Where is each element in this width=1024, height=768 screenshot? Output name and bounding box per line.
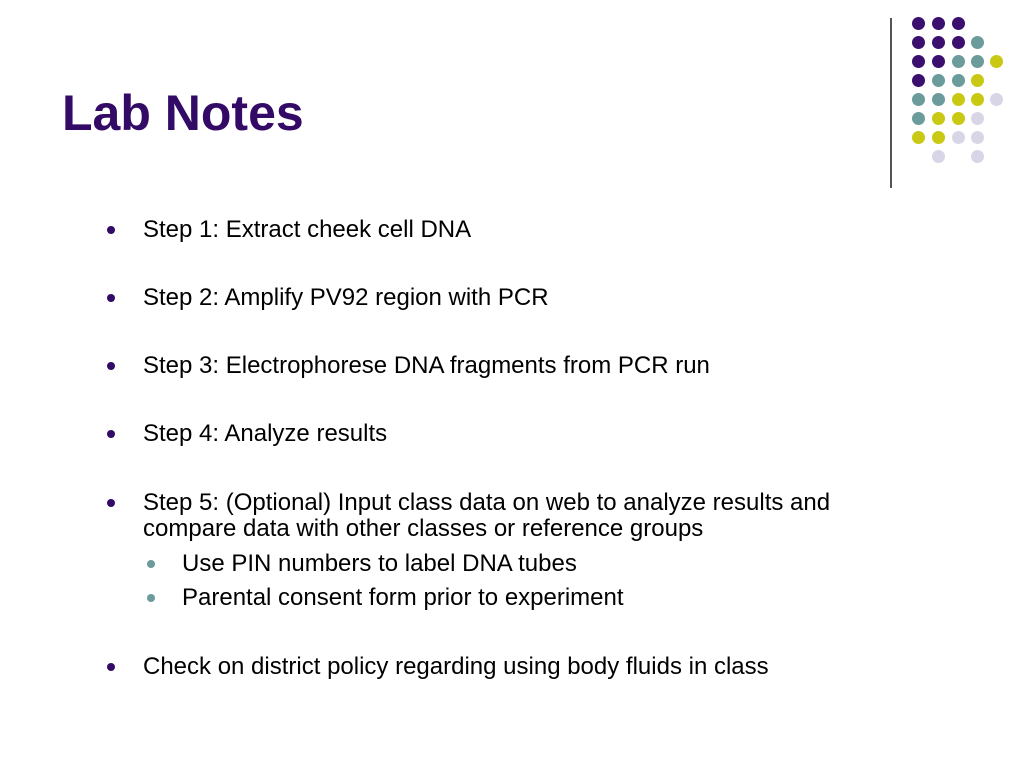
bullet-marker bbox=[107, 499, 115, 507]
bullet-item-step-5 bbox=[143, 490, 923, 542]
slide-title: Lab Notes bbox=[62, 85, 304, 141]
bullet-text: Step 3: Electrophorese DNA fragments from PCR run bbox=[143, 352, 710, 379]
bullet-marker bbox=[107, 362, 115, 370]
bullet-item-step-3 bbox=[143, 353, 923, 379]
bullet-text: Step 1: Extract cheek cell DNA bbox=[143, 216, 472, 243]
bullet-marker bbox=[107, 294, 115, 302]
sub-bullet-text: Parental consent form prior to experiment bbox=[182, 584, 624, 611]
bullet-item-district-policy bbox=[143, 654, 923, 680]
bullet-marker bbox=[107, 226, 115, 234]
bullet-item-step-2 bbox=[143, 285, 923, 311]
bullet-marker bbox=[107, 430, 115, 438]
bullet-text: Step 4: Analyze results bbox=[143, 420, 388, 447]
sub-bullet-item-pin-numbers bbox=[182, 551, 902, 577]
bullet-item-step-4 bbox=[143, 421, 923, 447]
sub-bullet-marker bbox=[147, 594, 155, 602]
bullet-text: Step 5: (Optional) Input class data on web to analyze results and compare data with other classes or reference groups bbox=[143, 489, 831, 542]
bullet-text: Check on district policy regarding using body fluids in class bbox=[143, 653, 769, 680]
bullet-text: Step 2: Amplify PV92 region with PCR bbox=[143, 284, 549, 311]
bullet-marker bbox=[107, 663, 115, 671]
sub-bullet-marker bbox=[147, 560, 155, 568]
sub-bullet-item-consent-form bbox=[182, 585, 902, 611]
sub-bullet-text: Use PIN numbers to label DNA tubes bbox=[182, 550, 577, 577]
bullet-item-step-1 bbox=[143, 217, 923, 243]
